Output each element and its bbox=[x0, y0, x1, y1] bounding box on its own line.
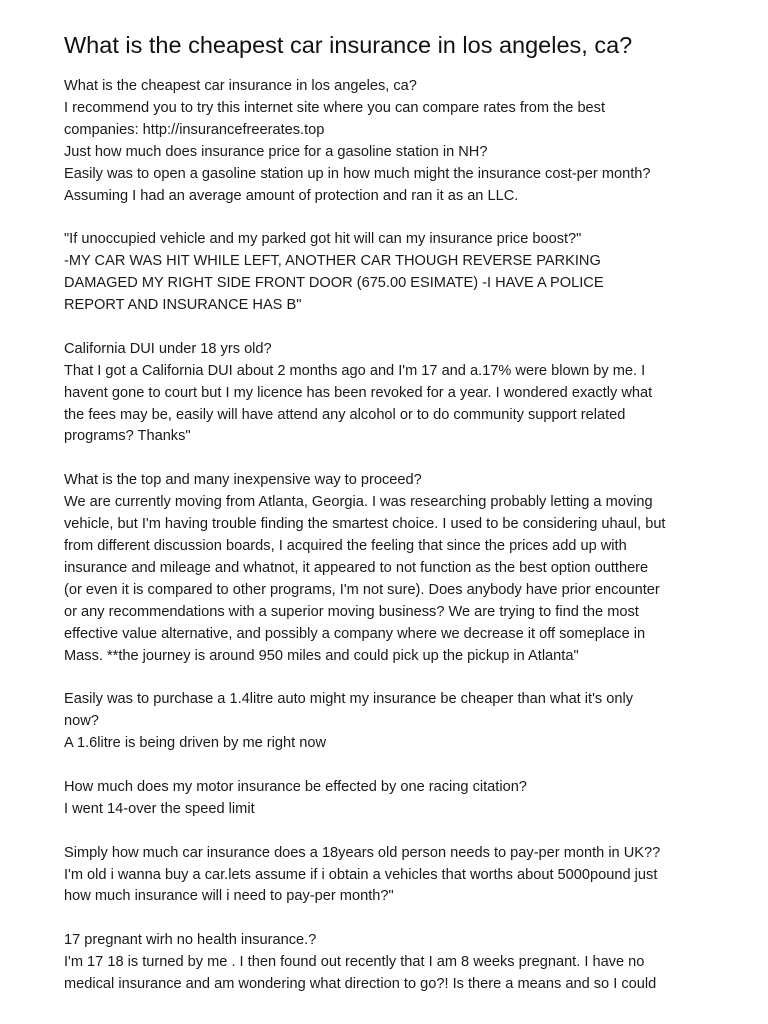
text-line: Just how much does insurance price for a gasoline station in NH? bbox=[64, 143, 488, 160]
text-line: effective value alternative, and possibly a company where we decrease it off someplace in bbox=[64, 625, 646, 642]
text-line: how much insurance will i need to pay-per month?" bbox=[64, 888, 394, 905]
document-body bbox=[64, 76, 714, 996]
text-line: How much does my motor insurance be effected by one racing citation? bbox=[64, 778, 527, 795]
text-line: That I got a California DUI about 2 months ago and I'm 17 and a.17% were blown by me. I bbox=[64, 362, 646, 379]
paragraph-block bbox=[64, 689, 714, 755]
text-line: Easily was to purchase a 1.4litre auto might my insurance be cheaper than what it's only bbox=[64, 691, 633, 708]
text-line: "If unoccupied vehicle and my parked got hit will can my insurance price boost?" bbox=[64, 231, 582, 248]
document-page bbox=[64, 30, 714, 1018]
text-line: havent gone to court but I my licence has been revoked for a year. I wondered exactly what bbox=[64, 384, 653, 401]
text-line: medical insurance and am wondering what direction to go?! Is there a means and so I could bbox=[64, 976, 657, 993]
text-line: A 1.6litre is being driven by me right now bbox=[64, 735, 327, 752]
text-line: I recommend you to try this internet site where you can compare rates from the best bbox=[64, 99, 606, 116]
text-line: What is the cheapest car insurance in los angeles, ca? bbox=[64, 78, 417, 94]
text-line: or any recommendations with a superior moving business? We are trying to find the most bbox=[64, 603, 639, 620]
text-line: I'm old i wanna buy a car.lets assume if i obtain a vehicles that worths about 5000pound just bbox=[64, 866, 658, 883]
text-line: REPORT AND INSURANCE HAS B" bbox=[64, 297, 302, 314]
text-line: We are currently moving from Atlanta, Georgia. I was researching probably letting a moving bbox=[64, 494, 653, 511]
text-line: I went 14-over the speed limit bbox=[64, 800, 255, 817]
text-line: programs? Thanks" bbox=[64, 428, 191, 445]
text-line: Mass. **the journey is around 950 miles and could pick up the pickup in Atlanta" bbox=[64, 647, 579, 664]
paragraph-block bbox=[64, 777, 714, 821]
paragraph-block bbox=[64, 843, 714, 909]
text-line: insurance and mileage and whatnot, it appeared to not function as the best option outthere bbox=[64, 559, 649, 576]
text-line: I'm 17 18 is turned by me . I then found out recently that I am 8 weeks pregnant. I have no bbox=[64, 954, 645, 971]
text-line: (or even it is compared to other programs, I'm not sure). Does anybody have prior encounter bbox=[64, 581, 660, 598]
paragraph-block bbox=[64, 470, 714, 667]
text-line: Assuming I had an average amount of protection and ran it as an LLC. bbox=[64, 187, 519, 204]
text-line: Easily was to open a gasoline station up in how much might the insurance cost-per month? bbox=[64, 165, 651, 182]
text-line: DAMAGED MY RIGHT SIDE FRONT DOOR (675.00 ESIMATE) -I HAVE A POLICE bbox=[64, 275, 604, 292]
text-line: now? bbox=[64, 713, 99, 730]
paragraph-block bbox=[64, 76, 714, 207]
text-line: vehicle, but I'm having trouble finding the smartest choice. I used to be considering uhaul, but bbox=[64, 516, 666, 533]
paragraph-block bbox=[64, 339, 714, 449]
text-line: the fees may be, easily will have attend any alcohol or to do community support related bbox=[64, 406, 626, 423]
text-line: What is the top and many inexpensive way to proceed? bbox=[64, 472, 422, 489]
text-line: Simply how much car insurance does a 18years old person needs to pay-per month in UK?? bbox=[64, 844, 661, 861]
text-line: 17 pregnant wirh no health insurance.? bbox=[64, 932, 317, 949]
text-line: companies: http://insurancefreerates.top bbox=[64, 121, 325, 138]
text-line: from different discussion boards, I acquired the feeling that since the prices add up with bbox=[64, 537, 627, 554]
page-title: What is the cheapest car insurance in los angeles, ca? bbox=[64, 32, 633, 58]
text-line: California DUI under 18 yrs old? bbox=[64, 340, 272, 357]
paragraph-block bbox=[64, 229, 714, 317]
text-line: -MY CAR WAS HIT WHILE LEFT, ANOTHER CAR THOUGH REVERSE PARKING bbox=[64, 253, 601, 270]
paragraph-block bbox=[64, 930, 714, 996]
